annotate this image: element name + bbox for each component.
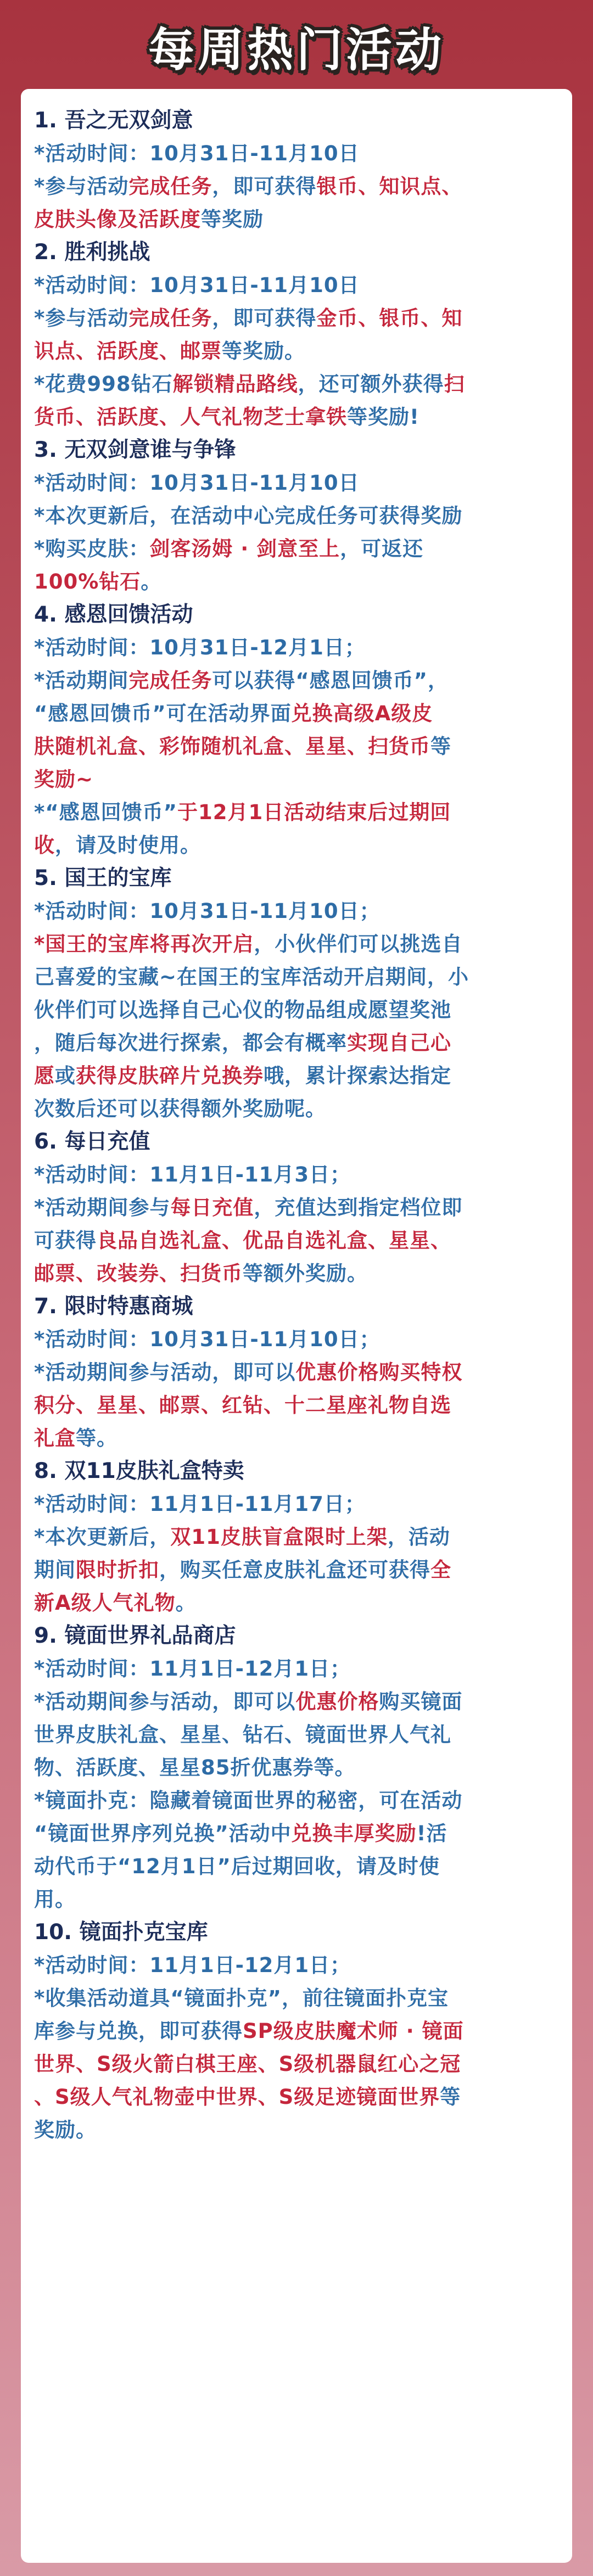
activity-line xyxy=(34,1685,559,1718)
highlight-text: 皮肤头像及活跃度 xyxy=(34,208,201,231)
activity-line xyxy=(34,1488,559,1521)
highlight-text: 剑客汤姆 · 剑意至上 xyxy=(149,537,340,561)
activity-line xyxy=(34,1158,559,1191)
activity-line xyxy=(34,730,559,763)
activity-section xyxy=(34,434,559,598)
highlight-text: 完成任务 xyxy=(128,175,212,198)
highlight-text: 新A级人气礼物 xyxy=(34,1591,176,1615)
body-text: 等奖励! xyxy=(347,405,419,429)
body-text: ，请及时使用。 xyxy=(55,833,201,857)
highlight-text: 银币、知识点、 xyxy=(316,175,463,198)
body-text: “镜面世界序列兑换”活动中 xyxy=(34,1822,292,1845)
activity-line xyxy=(34,137,559,170)
highlight-text: 良品自选礼盒、优品自选礼盒、星星、 xyxy=(97,1229,451,1252)
activity-line xyxy=(34,1883,559,1916)
body-text: ，即可获得 xyxy=(212,306,317,330)
highlight-text: 、S级人气礼物壶中世界、S级足迹镜面世界 xyxy=(34,2085,440,2109)
body-text: *活动期间参与 xyxy=(34,1196,171,1219)
highlight-text: 收 xyxy=(34,833,55,857)
activity-line xyxy=(34,1554,559,1587)
highlight-text: 礼盒 xyxy=(34,1426,76,1450)
body-text: *本次更新后， xyxy=(34,1525,171,1549)
body-text: 世界皮肤礼盒、星星、钻石、镜面世界人气礼 xyxy=(34,1723,451,1746)
body-text: 。 xyxy=(141,570,162,593)
highlight-text: 扫 xyxy=(444,372,465,396)
highlight-text: 限时折扣 xyxy=(76,1558,159,1582)
activity-line xyxy=(34,1356,559,1389)
activity-section xyxy=(34,598,559,862)
activity-line xyxy=(34,1718,559,1751)
content-panel xyxy=(21,89,572,2563)
activity-line xyxy=(34,961,559,994)
body-text: *本次更新后，在活动中心完成任务可获得奖励 xyxy=(34,504,463,528)
body-text: *活动期间参与活动，即可以 xyxy=(34,1360,296,1384)
activity-line xyxy=(34,1060,559,1093)
activity-line xyxy=(34,565,559,598)
body-text: 己喜爱的宝藏~在国王的宝库活动开启期间，小 xyxy=(34,965,469,989)
activity-section xyxy=(34,1125,559,1290)
activity-section xyxy=(34,1290,559,1455)
activity-line xyxy=(34,2048,559,2081)
body-text: 或 xyxy=(55,1064,76,1088)
body-text: *活动时间：11月1日-12月1日； xyxy=(34,1657,351,1681)
body-text: !活 xyxy=(416,1822,447,1845)
body-text: *收集活动道具“镜面扑克”，前往镜面扑克宝 xyxy=(34,1986,449,2010)
activity-title: 7. 限时特惠商城 xyxy=(34,1294,193,1319)
activity-section xyxy=(34,236,559,434)
activity-line xyxy=(34,500,559,533)
activity-line xyxy=(34,401,559,434)
body-text: *“感恩回馈币” xyxy=(34,800,177,824)
activity-line xyxy=(34,2015,559,2048)
body-text: *参与活动 xyxy=(34,175,129,198)
body-text: ，小伙伴们可以挑选自 xyxy=(254,932,463,956)
body-text: *活动时间：10月31日-11月10日 xyxy=(34,471,360,495)
body-text: ，充值达到指定档位即 xyxy=(254,1196,463,1219)
highlight-text: SP级皮肤魔术师 · 镜面 xyxy=(243,2019,464,2043)
body-text: *参与活动 xyxy=(34,306,129,330)
highlight-text: 货币、活跃度、人气礼物芝士拿铁 xyxy=(34,405,347,429)
activity-line xyxy=(34,928,559,961)
body-text: *活动期间 xyxy=(34,669,129,692)
activity-line xyxy=(34,1191,559,1224)
activity-title: 10. 镜面扑克宝库 xyxy=(34,1920,208,1945)
highlight-text: 愿 xyxy=(34,1064,55,1088)
activity-line xyxy=(34,1653,559,1685)
highlight-text: 每日充值 xyxy=(170,1196,254,1219)
title-banner xyxy=(0,0,593,88)
activity-line xyxy=(34,467,559,500)
body-text: 库参与兑换，即可获得 xyxy=(34,2019,243,2043)
activity-line xyxy=(34,1389,559,1422)
highlight-text: 于12月1日活动结束后过期回 xyxy=(177,800,451,824)
body-text: 用。 xyxy=(34,1888,76,1911)
highlight-text: 优惠价格 xyxy=(295,1690,379,1713)
activity-title: 6. 每日充值 xyxy=(34,1129,150,1154)
body-text: *活动期间参与活动，即可以 xyxy=(34,1690,296,1713)
body-text: 隐藏着镜面世界的秘密，可在活动 xyxy=(149,1789,463,1812)
activity-line xyxy=(34,170,559,203)
activity-line xyxy=(34,533,559,565)
highlight-text: 获得皮肤碎片兑换券 xyxy=(76,1064,264,1088)
body-text: “感恩回馈币”可在活动界面 xyxy=(34,702,292,725)
page-title: 每周热门活动 xyxy=(148,23,445,77)
activity-line xyxy=(34,203,559,236)
activity-line xyxy=(34,302,559,335)
highlight-text: 肤随机礼盒、彩饰随机礼盒、星星、扫货币 xyxy=(34,735,430,758)
activity-section xyxy=(34,862,559,1125)
activity-title: 2. 胜利挑战 xyxy=(34,240,150,265)
highlight-text: *国王的宝库将再次开启 xyxy=(34,932,254,956)
body-text: 。 xyxy=(175,1591,197,1615)
activity-line xyxy=(34,335,559,368)
activity-title: 1. 吾之无双剑意 xyxy=(34,108,193,133)
body-text: 期间 xyxy=(34,1558,76,1582)
highlight-text: 完成任务 xyxy=(128,669,212,692)
body-text: *活动时间：10月31日-11月10日； xyxy=(34,899,381,923)
highlight-text: 双11皮肤盲盒限时上架 xyxy=(170,1525,388,1549)
activity-title: 4. 感恩回馈活动 xyxy=(34,602,193,627)
body-text: *活动时间：10月31日-11月10日； xyxy=(34,1328,381,1351)
activity-line xyxy=(34,829,559,862)
body-text: *购买皮肤： xyxy=(34,537,150,561)
activity-line xyxy=(34,1587,559,1620)
body-text: *镜面扑克： xyxy=(34,1789,150,1812)
body-text: 等 xyxy=(430,735,451,758)
body-text: 等奖励。 xyxy=(222,339,305,363)
activity-section xyxy=(34,1620,559,1916)
activity-line xyxy=(34,1850,559,1883)
activity-title: 5. 国王的宝库 xyxy=(34,866,172,891)
highlight-text: 识点、活跃度、邮票 xyxy=(34,339,222,363)
activity-line xyxy=(34,368,559,401)
body-text: 奖励。 xyxy=(34,2118,97,2142)
activity-line xyxy=(34,2081,559,2114)
body-text: *活动时间：10月31日-11月10日 xyxy=(34,142,360,165)
body-text: 等 xyxy=(440,2085,461,2109)
body-text: 哦，累计探索达指定 xyxy=(264,1064,451,1088)
activity-line xyxy=(34,1093,559,1125)
activity-line xyxy=(34,1422,559,1455)
body-text: 伙伴们可以选择自己心仪的物品组成愿望奖池 xyxy=(34,998,451,1022)
body-text: ，购买任意皮肤礼盒还可获得 xyxy=(159,1558,430,1582)
body-text: *活动时间：11月1日-12月1日； xyxy=(34,1953,351,1977)
body-text: 可以获得“感恩回馈币”， xyxy=(212,669,449,692)
body-text: 可获得 xyxy=(34,1229,97,1252)
body-text: 等。 xyxy=(76,1426,118,1450)
highlight-text: 兑换高级A级皮 xyxy=(291,702,433,725)
highlight-text: 积分、星星、邮票、红钻、十二星座礼物自选 xyxy=(34,1393,451,1417)
body-text: ，可返还 xyxy=(340,537,424,561)
activity-line xyxy=(34,796,559,829)
body-text: *活动时间：10月31日-12月1日； xyxy=(34,636,366,659)
activity-section xyxy=(34,1916,559,2147)
activity-title: 8. 双11皮肤礼盒特卖 xyxy=(34,1459,244,1483)
activity-line xyxy=(34,2114,559,2147)
body-text: 次数后还可以获得额外奖励呢。 xyxy=(34,1097,326,1121)
activity-line xyxy=(34,1817,559,1850)
activity-title: 9. 镜面世界礼品商店 xyxy=(34,1623,236,1648)
body-text: 购买镜面 xyxy=(379,1690,463,1713)
highlight-text: 100%钻石 xyxy=(34,570,141,593)
body-text: ，即可获得 xyxy=(212,175,317,198)
highlight-text: 全 xyxy=(430,1558,451,1582)
activity-line xyxy=(34,1982,559,2015)
highlight-text: 邮票、改装券、扫货币 xyxy=(34,1262,243,1285)
activity-section xyxy=(34,104,559,236)
activity-line xyxy=(34,1784,559,1817)
activity-line xyxy=(34,1751,559,1784)
activity-line xyxy=(34,269,559,302)
activity-line xyxy=(34,631,559,664)
body-text: *活动时间：10月31日-11月10日 xyxy=(34,273,360,297)
activity-line xyxy=(34,1521,559,1554)
activity-line xyxy=(34,1949,559,1982)
body-text: 物、活跃度、星星85折优惠券等。 xyxy=(34,1756,356,1779)
activity-line xyxy=(34,1323,559,1356)
activity-line xyxy=(34,994,559,1027)
highlight-text: 完成任务 xyxy=(128,306,212,330)
activity-line xyxy=(34,1027,559,1060)
body-text: ，活动 xyxy=(387,1525,450,1549)
body-text: 动代币于“12月1日”后过期回收，请及时使 xyxy=(34,1855,440,1878)
activity-section xyxy=(34,1455,559,1620)
body-text: ，还可额外获得 xyxy=(298,372,444,396)
activity-line xyxy=(34,763,559,796)
body-text: *活动时间：11月1日-11月3日； xyxy=(34,1163,351,1186)
highlight-text: 解锁精品路线 xyxy=(172,372,298,396)
activity-line xyxy=(34,1224,559,1257)
body-text: *活动时间：11月1日-11月17日； xyxy=(34,1492,366,1516)
body-text: 等额外奖励。 xyxy=(243,1262,368,1285)
highlight-text: 实现自己心 xyxy=(347,1031,451,1055)
activity-line xyxy=(34,664,559,697)
activity-line xyxy=(34,895,559,928)
highlight-text: 兑换丰厚奖励 xyxy=(291,1822,417,1845)
body-text: ，随后每次进行探索，都会有概率 xyxy=(34,1031,347,1055)
highlight-text: 世界、S级火箭白棋王座、S级机器鼠红心之冠 xyxy=(34,2052,461,2076)
highlight-text: 优惠价格购买特权 xyxy=(295,1360,463,1384)
body-text: 等奖励 xyxy=(201,208,264,231)
body-text: *花费998钻石 xyxy=(34,372,173,396)
activity-line xyxy=(34,697,559,730)
activity-title: 3. 无双剑意谁与争锋 xyxy=(34,438,236,462)
highlight-text: 奖励~ xyxy=(34,768,94,791)
activity-line xyxy=(34,1257,559,1290)
highlight-text: 金币、银币、知 xyxy=(316,306,463,330)
